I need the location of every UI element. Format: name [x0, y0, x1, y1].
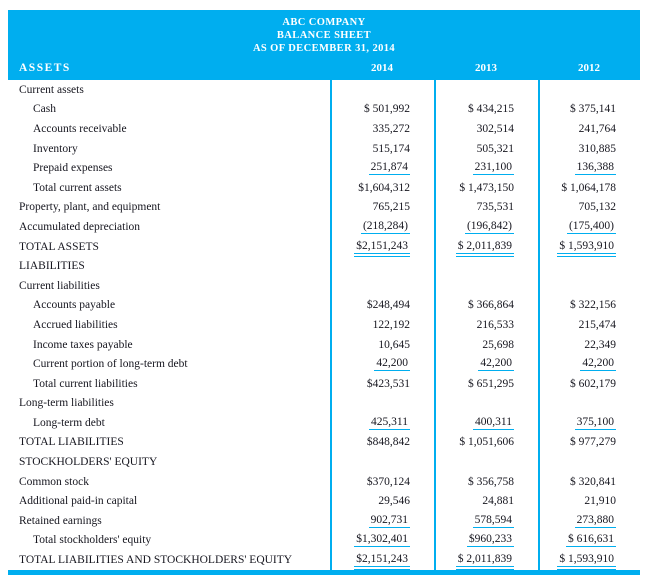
value-text: 122,192 — [372, 318, 410, 331]
value-text: $ 1,593,910 — [559, 239, 614, 252]
row-value — [330, 394, 434, 414]
table-row — [8, 394, 640, 414]
row-label: Cash — [33, 103, 56, 116]
value-text: $ 366,864 — [468, 299, 514, 312]
value-text: 765,215 — [372, 201, 410, 214]
row-value — [538, 413, 640, 433]
table-row — [8, 119, 640, 139]
table-row — [8, 178, 640, 198]
table-row — [8, 100, 640, 120]
row-value — [434, 237, 538, 257]
value-text: $ 651,295 — [468, 377, 514, 390]
row-value — [434, 315, 538, 335]
row-label: TOTAL LIABILITIES AND STOCKHOLDERS' EQUITY — [19, 554, 293, 567]
table-row — [8, 256, 640, 276]
row-value — [434, 413, 538, 433]
value-text: $ 322,156 — [570, 299, 616, 312]
table-row — [8, 237, 640, 257]
value-text: 735,531 — [476, 201, 514, 214]
row-value — [538, 139, 640, 159]
value-text: 29,546 — [378, 495, 410, 508]
table-row — [8, 158, 640, 178]
row-value — [330, 256, 434, 276]
row-value — [538, 472, 640, 492]
value-text: $ 2,011,839 — [457, 553, 512, 566]
table-row — [8, 335, 640, 355]
value-text: $ 1,064,178 — [561, 181, 616, 194]
value-text: 24,881 — [482, 495, 514, 508]
value-text: $ 1,051,606 — [459, 436, 514, 449]
value-text: 310,885 — [578, 142, 616, 155]
row-value — [434, 276, 538, 296]
row-label: TOTAL ASSETS — [19, 240, 99, 253]
value-text: 505,321 — [476, 142, 514, 155]
report-header — [8, 10, 640, 80]
row-label: Accrued liabilities — [33, 318, 118, 331]
value-text: 21,910 — [584, 495, 616, 508]
report-title: BALANCE SHEET — [276, 30, 372, 41]
row-value — [330, 433, 434, 453]
row-value — [538, 511, 640, 531]
table-row — [8, 452, 640, 472]
row-label: Total stockholders' equity — [33, 534, 152, 547]
column-header-2013: 2013 — [475, 62, 497, 74]
table-row — [8, 139, 640, 159]
row-value — [330, 452, 434, 472]
row-label: Current assets — [19, 83, 84, 96]
value-text: (196,842) — [466, 219, 512, 232]
row-label: Income taxes payable — [33, 338, 133, 351]
row-value — [330, 374, 434, 394]
row-value — [434, 198, 538, 218]
table-row — [8, 217, 640, 237]
value-text: 10,645 — [378, 338, 410, 351]
report-date: AS OF DECEMBER 31, 2014 — [252, 43, 396, 54]
row-value — [538, 315, 640, 335]
table-row — [8, 198, 640, 218]
row-value — [538, 100, 640, 120]
row-value — [434, 511, 538, 531]
table-row — [8, 550, 640, 570]
row-value — [330, 354, 434, 374]
row-value — [434, 100, 538, 120]
row-value — [330, 158, 434, 178]
value-text: $1,302,401 — [356, 533, 408, 546]
value-text: (218,284) — [362, 219, 408, 232]
row-value — [330, 296, 434, 316]
table-row — [8, 491, 640, 511]
row-value — [330, 472, 434, 492]
value-text: 375,100 — [576, 415, 614, 428]
row-value — [434, 433, 538, 453]
row-value — [434, 296, 538, 316]
value-text: 215,474 — [578, 318, 616, 331]
table-row — [8, 531, 640, 551]
table-row — [8, 354, 640, 374]
row-value — [434, 394, 538, 414]
value-text: $2,151,243 — [356, 239, 408, 252]
row-label: Accounts payable — [33, 299, 116, 312]
row-value — [538, 354, 640, 374]
table-row — [8, 276, 640, 296]
row-value — [434, 256, 538, 276]
row-value — [330, 413, 434, 433]
value-text: 273,880 — [576, 513, 614, 526]
row-value — [538, 491, 640, 511]
row-value — [330, 198, 434, 218]
row-value — [538, 531, 640, 551]
row-label: Retained earnings — [19, 514, 102, 527]
row-label: Long-term debt — [33, 416, 105, 429]
report-titles — [8, 10, 640, 55]
value-text: 302,514 — [476, 122, 514, 135]
row-label: Inventory — [33, 142, 78, 155]
column-header-row — [8, 62, 640, 80]
row-value — [330, 139, 434, 159]
row-value — [330, 491, 434, 511]
column-header-2012: 2012 — [578, 62, 600, 74]
value-text: $848,842 — [366, 436, 410, 449]
value-text: $370,124 — [366, 475, 410, 488]
row-label: Common stock — [19, 475, 89, 488]
table-row — [8, 374, 640, 394]
value-text: $ 434,215 — [468, 103, 514, 116]
value-text: 400,311 — [475, 415, 512, 428]
value-text: $ 1,473,150 — [459, 181, 514, 194]
row-value — [330, 178, 434, 198]
column-header-2014: 2014 — [371, 62, 393, 74]
row-value — [538, 198, 640, 218]
value-text: $ 602,179 — [570, 377, 616, 390]
row-value — [434, 354, 538, 374]
row-value — [434, 178, 538, 198]
value-text: 515,174 — [372, 142, 410, 155]
value-text: $2,151,243 — [356, 553, 408, 566]
row-value — [330, 100, 434, 120]
row-value — [434, 531, 538, 551]
value-text: $ 977,279 — [570, 436, 616, 449]
value-text: $1,604,312 — [358, 181, 410, 194]
row-value — [538, 276, 640, 296]
value-text: 136,388 — [576, 161, 614, 174]
row-label: TOTAL LIABILITIES — [19, 436, 124, 449]
row-label: Accounts receivable — [33, 122, 127, 135]
row-label: LIABILITIES — [19, 260, 85, 273]
value-text: 425,311 — [371, 415, 408, 428]
table-row — [8, 511, 640, 531]
row-value — [330, 237, 434, 257]
row-value — [538, 256, 640, 276]
value-text: $ 616,631 — [568, 533, 614, 546]
value-text: 42,200 — [376, 357, 408, 370]
table-row — [8, 413, 640, 433]
value-text: 22,349 — [584, 338, 616, 351]
row-label: Current portion of long-term debt — [33, 358, 188, 371]
row-value — [434, 217, 538, 237]
row-value — [330, 276, 434, 296]
table-row — [8, 296, 640, 316]
row-value — [538, 80, 640, 100]
row-value — [538, 158, 640, 178]
table-row — [8, 433, 640, 453]
row-value — [330, 315, 434, 335]
row-value — [434, 452, 538, 472]
table-row — [8, 80, 640, 100]
row-label: Total current liabilities — [33, 377, 138, 390]
row-value — [434, 80, 538, 100]
value-text: 216,533 — [476, 318, 514, 331]
row-value — [330, 531, 434, 551]
value-text: 251,874 — [370, 161, 408, 174]
row-value — [538, 452, 640, 472]
row-value — [538, 296, 640, 316]
column-header-assets: ASSETS — [19, 62, 71, 74]
row-value — [538, 433, 640, 453]
row-label: Property, plant, and equipment — [19, 201, 161, 214]
row-value — [538, 550, 640, 570]
row-value — [330, 80, 434, 100]
row-label: Prepaid expenses — [33, 162, 113, 175]
company-name: ABC COMPANY — [282, 17, 366, 28]
table-row — [8, 472, 640, 492]
value-text: $ 2,011,839 — [457, 239, 512, 252]
row-value — [434, 139, 538, 159]
row-value — [538, 217, 640, 237]
row-value — [538, 335, 640, 355]
row-label: Accumulated depreciation — [19, 220, 141, 233]
value-text: $248,494 — [366, 299, 410, 312]
value-text: $ 501,992 — [364, 103, 410, 116]
row-value — [434, 491, 538, 511]
row-value — [434, 374, 538, 394]
row-value — [538, 237, 640, 257]
row-label: Total current assets — [33, 181, 122, 194]
value-text: 231,100 — [474, 161, 512, 174]
value-text: 241,764 — [578, 122, 616, 135]
value-text: $960,233 — [468, 533, 512, 546]
row-value — [434, 119, 538, 139]
value-text: 42,200 — [582, 357, 614, 370]
balance-sheet-body — [8, 80, 640, 570]
bottom-rule — [8, 570, 640, 575]
table-row — [8, 315, 640, 335]
row-value — [538, 394, 640, 414]
row-value — [434, 472, 538, 492]
value-text: 335,272 — [372, 122, 410, 135]
row-value — [434, 158, 538, 178]
row-value — [538, 374, 640, 394]
row-value — [330, 119, 434, 139]
value-text: $ 356,758 — [468, 475, 514, 488]
value-text: $ 320,841 — [570, 475, 616, 488]
value-text: 902,731 — [370, 513, 408, 526]
row-value — [330, 335, 434, 355]
row-label: Current liabilities — [19, 279, 100, 292]
value-text: $ 1,593,910 — [559, 553, 614, 566]
value-text: $423,531 — [366, 377, 410, 390]
value-text: 578,594 — [474, 513, 512, 526]
row-value — [538, 119, 640, 139]
row-value — [434, 335, 538, 355]
value-text: 42,200 — [480, 357, 512, 370]
row-label: Additional paid-in capital — [19, 495, 138, 508]
value-text: 25,698 — [482, 338, 514, 351]
balance-sheet-page — [8, 10, 640, 575]
row-value — [538, 178, 640, 198]
value-text: $ 375,141 — [570, 103, 616, 116]
row-value — [330, 550, 434, 570]
row-value — [330, 511, 434, 531]
row-label: STOCKHOLDERS' EQUITY — [19, 456, 158, 469]
row-value — [434, 550, 538, 570]
row-value — [330, 217, 434, 237]
value-text: 705,132 — [578, 201, 616, 214]
row-label: Long-term liabilities — [19, 397, 114, 410]
value-text: (175,400) — [568, 219, 614, 232]
